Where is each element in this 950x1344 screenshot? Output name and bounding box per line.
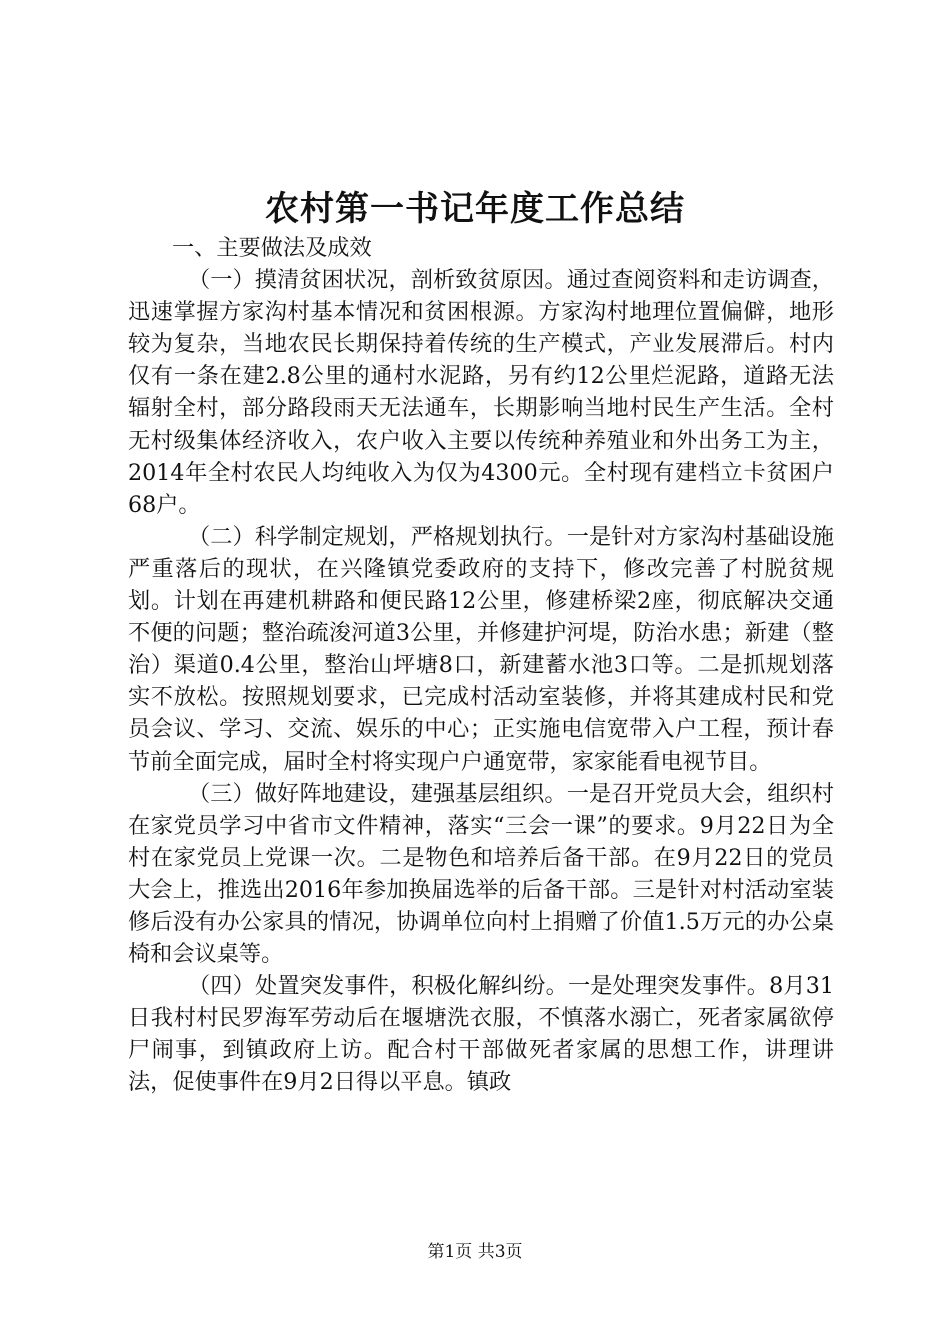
section-heading: 一、主要做法及成效 xyxy=(172,235,372,261)
paragraph-2: （二）科学制定规划，严格规划执行。一是针对方家沟村基础设施严重落后的现状，在兴隆镇党委政府的支持下，修改完善了村脱贫规划。计划在再建机耕路和便民路12公里，修建桥梁2座，彻底解决交通不便的问题；整治疏浚河道3公里，并修建护河堤，防治水患；新建（整治）渠道0.4公里，整治山坪塘8口，新建蓄水池3口等。二是抓规划落实不放松。按照规划要求，已完成村活动室装修，并将其建成村民和党员会议、学习、交流、娱乐的中心；正实施电信宽带入户工程，预计春节前全面完成，届时全村将实现户户通宽带，家家能看电视节目。 xyxy=(128,523,834,775)
document-title: 农村第一书记年度工作总结 xyxy=(265,189,685,229)
paragraph-3: （三）做好阵地建设，建强基层组织。一是召开党员大会，组织村在家党员学习中省市文件精神，落实“三会一课”的要求。9月22日为全村在家党员上党课一次。二是物色和培养后备干部。在9月22日的党员大会上，推选出2016年参加换届选举的后备干部。三是针对村活动室装修后没有办公家具的情况，协调单位向村上捐赠了价值1.5万元的办公桌椅和会议桌等。 xyxy=(128,780,834,968)
paragraph-1: （一）摸清贫困状况，剖析致贫原因。通过查阅资料和走访调查，迅速掌握方家沟村基本情况和贫困根源。方家沟村地理位置偏僻，地形较为复杂，当地农民长期保持着传统的生产模式，产业发展滞后。村内仅有一条在建2.8公里的通村水泥路，另有约12公里烂泥路，道路无法辐射全村，部分路段雨天无法通车，长期影响当地村民生产生活。全村无村级集体经济收入，农户收入主要以传统种养殖业和外出务工为主，2014年全村农民人均纯收入为仅为4300元。全村现有建档立卡贫困户68户。 xyxy=(128,267,834,518)
paragraph-4: （四）处置突发事件，积极化解纠纷。一是处理突发事件。8月31日我村村民罗海军劳动后在堰塘洗衣服，不慎落水溺亡，死者家属欲停尸闹事，到镇政府上访。配合村干部做死者家属的思想工作，讲理讲法，促使事件在9月2日得以平息。镇政 xyxy=(128,973,834,1096)
page-footer: 第1页 共3页 xyxy=(427,1242,523,1262)
document-body xyxy=(128,232,834,1099)
